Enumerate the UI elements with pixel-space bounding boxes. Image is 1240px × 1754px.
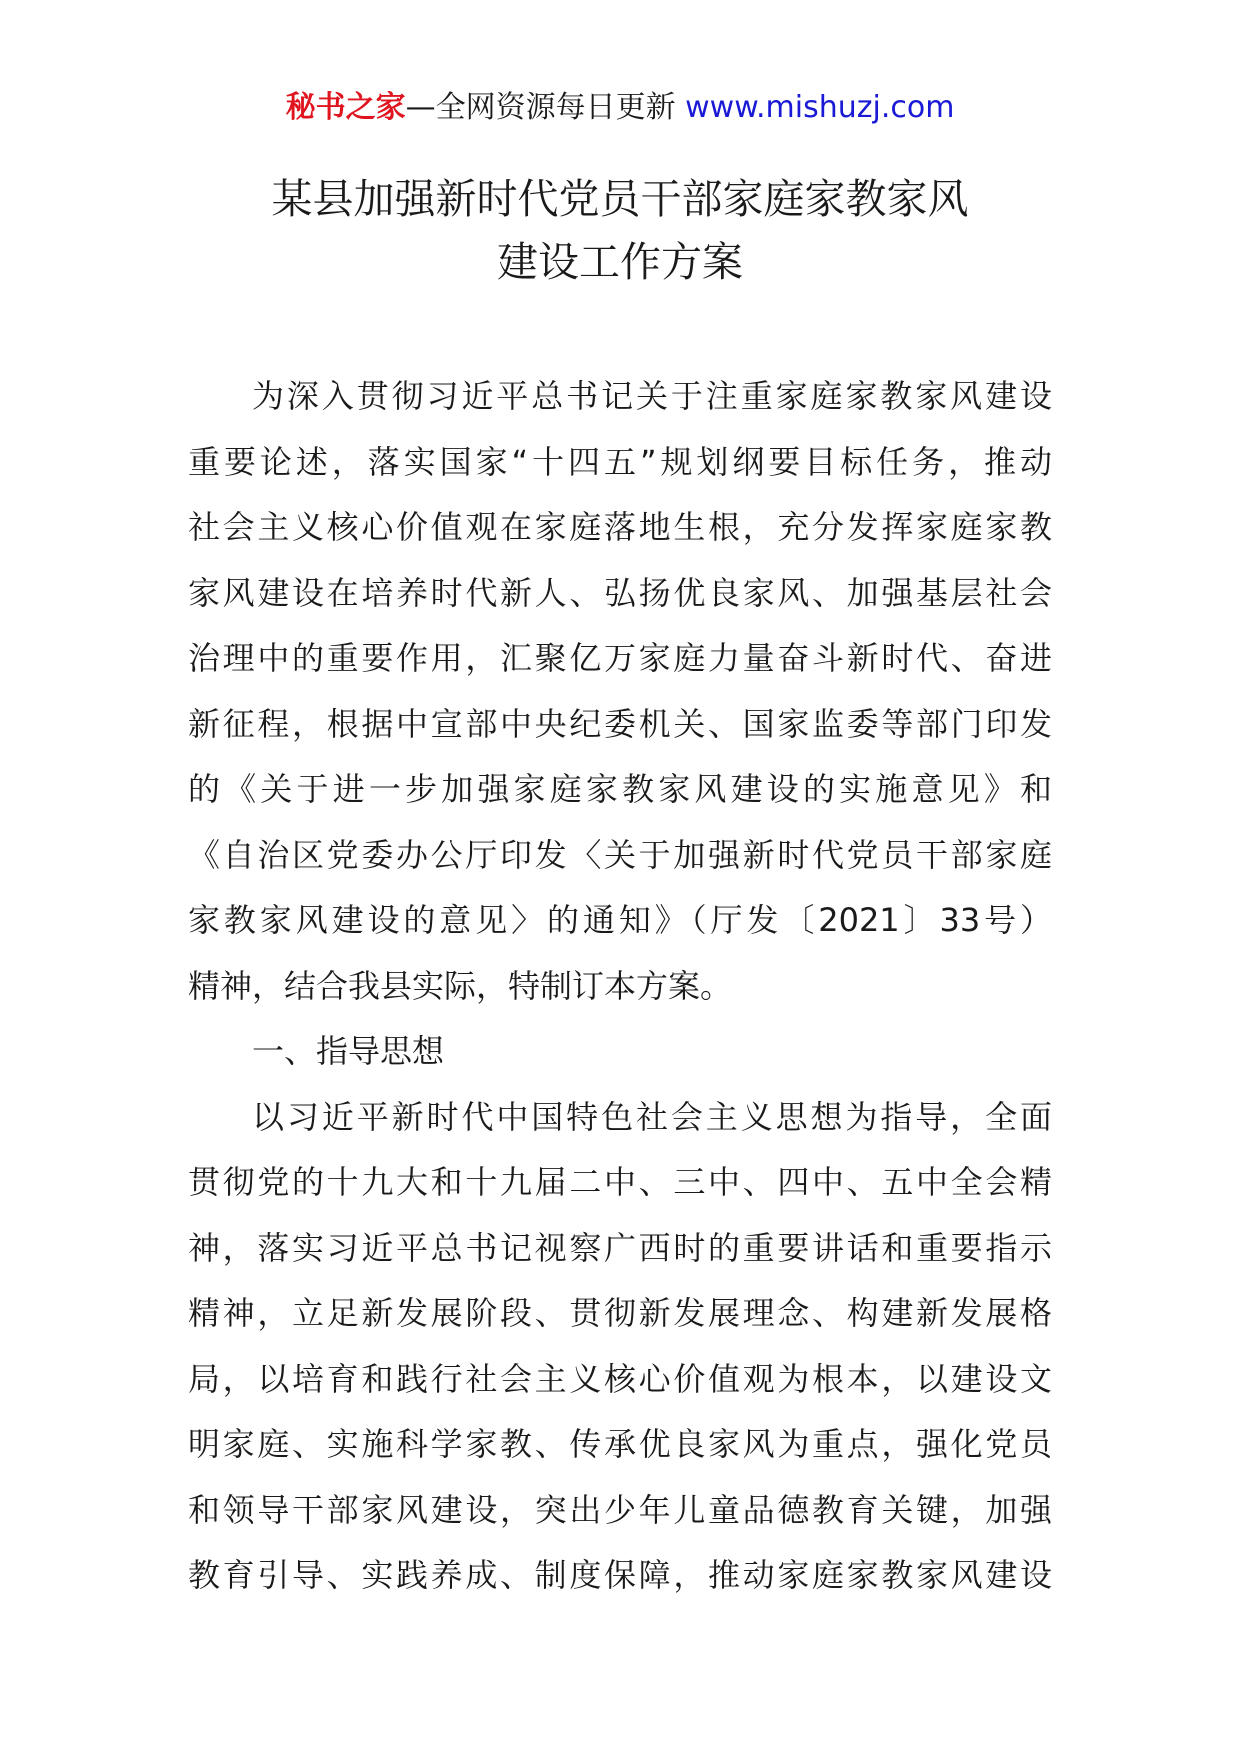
body-line: 社会主义核心价值观在家庭落地生根，充分发挥家庭家教 [188, 508, 1052, 546]
body-line: 贯彻党的十九大和十九届二中、三中、四中、五中全会精 [188, 1163, 1052, 1201]
body-line: 家风建设在培养时代新人、弘扬优良家风、加强基层社会 [188, 573, 1052, 612]
site-url-link[interactable]: www.mishuzj.com [685, 90, 955, 125]
title-line-1: 某县加强新时代党员干部家庭家教家风 [271, 175, 969, 223]
section-heading: 一、指导思想 [252, 1032, 445, 1070]
body-line: 精神，结合我县实际，特制订本方案。 [188, 966, 733, 1005]
site-tagline: —全网资源每日更新 [405, 90, 676, 125]
body-line: 神，落实习近平总书记视察广西时的重要讲话和重要指示 [188, 1228, 1052, 1267]
body-line: 治理中的重要作用，汇聚亿万家庭力量奋斗新时代、奋进 [188, 639, 1052, 677]
body-line: 为深入贯彻习近平总书记关于注重家庭家教家风建设 [252, 377, 1052, 415]
body-line: 以习近平新时代中国特色社会主义思想为指导，全面 [252, 1097, 1052, 1136]
site-brand: 秘书之家 [285, 90, 406, 125]
title-line-2: 建设工作方案 [497, 238, 743, 286]
body-line: 《自治区党委办公厅印发〈关于加强新时代党员干部家庭 [188, 835, 1052, 874]
document-title [0, 168, 1240, 294]
body-line: 的《关于进一步加强家庭家教家风建设的实施意见》和 [188, 770, 1052, 808]
body-line: 局，以培育和践行社会主义核心价值观为根本，以建设文 [188, 1359, 1052, 1398]
site-header [0, 88, 1240, 128]
body-line: 和领导干部家风建设，突出少年儿童品德教育关键，加强 [188, 1490, 1052, 1529]
document-body [188, 364, 1052, 1609]
body-line: 精神，立足新发展阶段、贯彻新发展理念、构建新发展格 [188, 1294, 1052, 1332]
body-line: 新征程，根据中宣部中央纪委机关、国家监委等部门印发 [188, 704, 1052, 743]
body-line: 教育引导、实践养成、制度保障，推动家庭家教家风建设 [188, 1556, 1052, 1594]
body-line: 明家庭、实施科学家教、传承优良家风为重点，强化党员 [188, 1425, 1052, 1463]
body-line: 家教家风建设的意见〉的通知》（厅发〔2021〕33号） [188, 901, 1052, 939]
body-line: 重要论述，落实国家“十四五”规划纲要目标任务，推动 [188, 442, 1052, 481]
